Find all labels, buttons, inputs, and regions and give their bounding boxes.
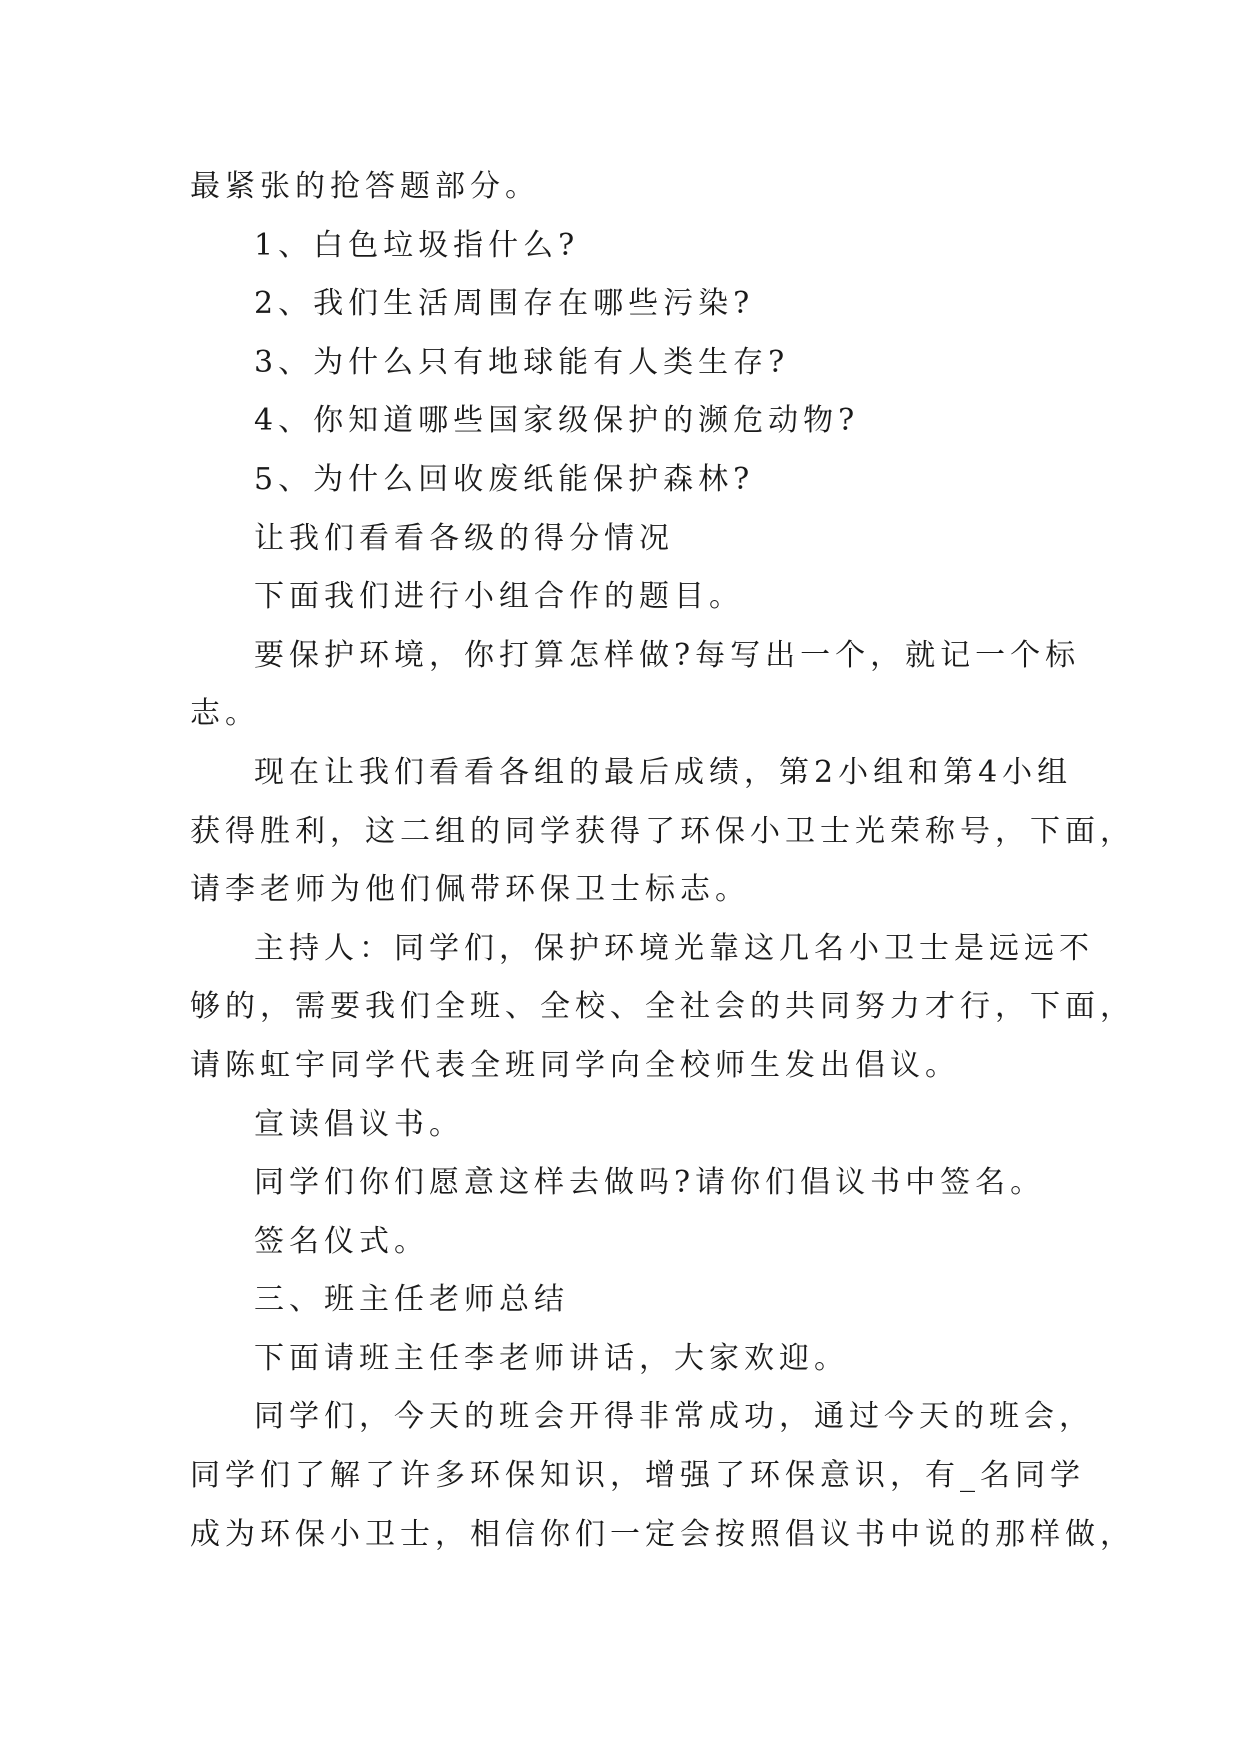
- paragraph-closing-cont-1: 同学们了解了许多环保知识，增强了环保意识，有_名同学: [190, 1458, 1085, 1494]
- quiz-question-1: 1、白色垃圾指什么?: [254, 227, 580, 263]
- paragraph-closing: 同学们，今天的班会开得非常成功，通过今天的班会，: [254, 1399, 1094, 1435]
- quiz-question-5: 5、为什么回收废纸能保护森林?: [254, 461, 755, 497]
- paragraph-line-continuation: 最紧张的抢答题部分。: [190, 169, 540, 204]
- paragraph-results-cont-2: 请李老师为他们佩带环保卫士标志。: [190, 872, 750, 908]
- paragraph-results-cont-1: 获得胜利，这二组的同学获得了环保小卫士光荣称号，下面，: [190, 813, 1135, 849]
- quiz-question-4: 4、你知道哪些国家级保护的濒危动物?: [254, 403, 860, 439]
- paragraph-group-task: 下面我们进行小组合作的题目。: [254, 579, 744, 615]
- paragraph-results: 现在让我们看看各组的最后成绩，第2小组和第4小组: [254, 754, 1073, 790]
- paragraph-host-cont-1: 够的，需要我们全班、全校、全社会的共同努力才行，下面，: [190, 989, 1135, 1025]
- paragraph-teacher-speech: 下面请班主任李老师讲话，大家欢迎。: [254, 1340, 849, 1376]
- paragraph-sign-ceremony: 签名仪式。: [254, 1223, 429, 1259]
- paragraph-host-cont-2: 请陈虹宇同学代表全班同学向全校师生发出倡议。: [190, 1047, 960, 1083]
- paragraph-protect-env-cont: 志。: [190, 696, 260, 732]
- paragraph-closing-cont-2: 成为环保小卫士，相信你们一定会按照倡议书中说的那样做，: [190, 1516, 1135, 1552]
- paragraph-host: 主持人：同学们，保护环境光靠这几名小卫士是远远不: [254, 930, 1094, 966]
- paragraph-read-proposal: 宣读倡议书。: [254, 1106, 464, 1142]
- paragraph-sign-request: 同学们你们愿意这样去做吗?请你们倡议书中签名。: [254, 1165, 1046, 1201]
- section-heading-summary: 三、班主任老师总结: [254, 1282, 569, 1318]
- quiz-question-3: 3、为什么只有地球能有人类生存?: [254, 344, 790, 380]
- paragraph-scores: 让我们看看各级的得分情况: [254, 520, 674, 556]
- paragraph-protect-env: 要保护环境，你打算怎样做?每写出一个，就记一个标: [254, 637, 1081, 673]
- quiz-question-2: 2、我们生活周围存在哪些污染?: [254, 286, 755, 322]
- document-body: [190, 158, 1135, 1564]
